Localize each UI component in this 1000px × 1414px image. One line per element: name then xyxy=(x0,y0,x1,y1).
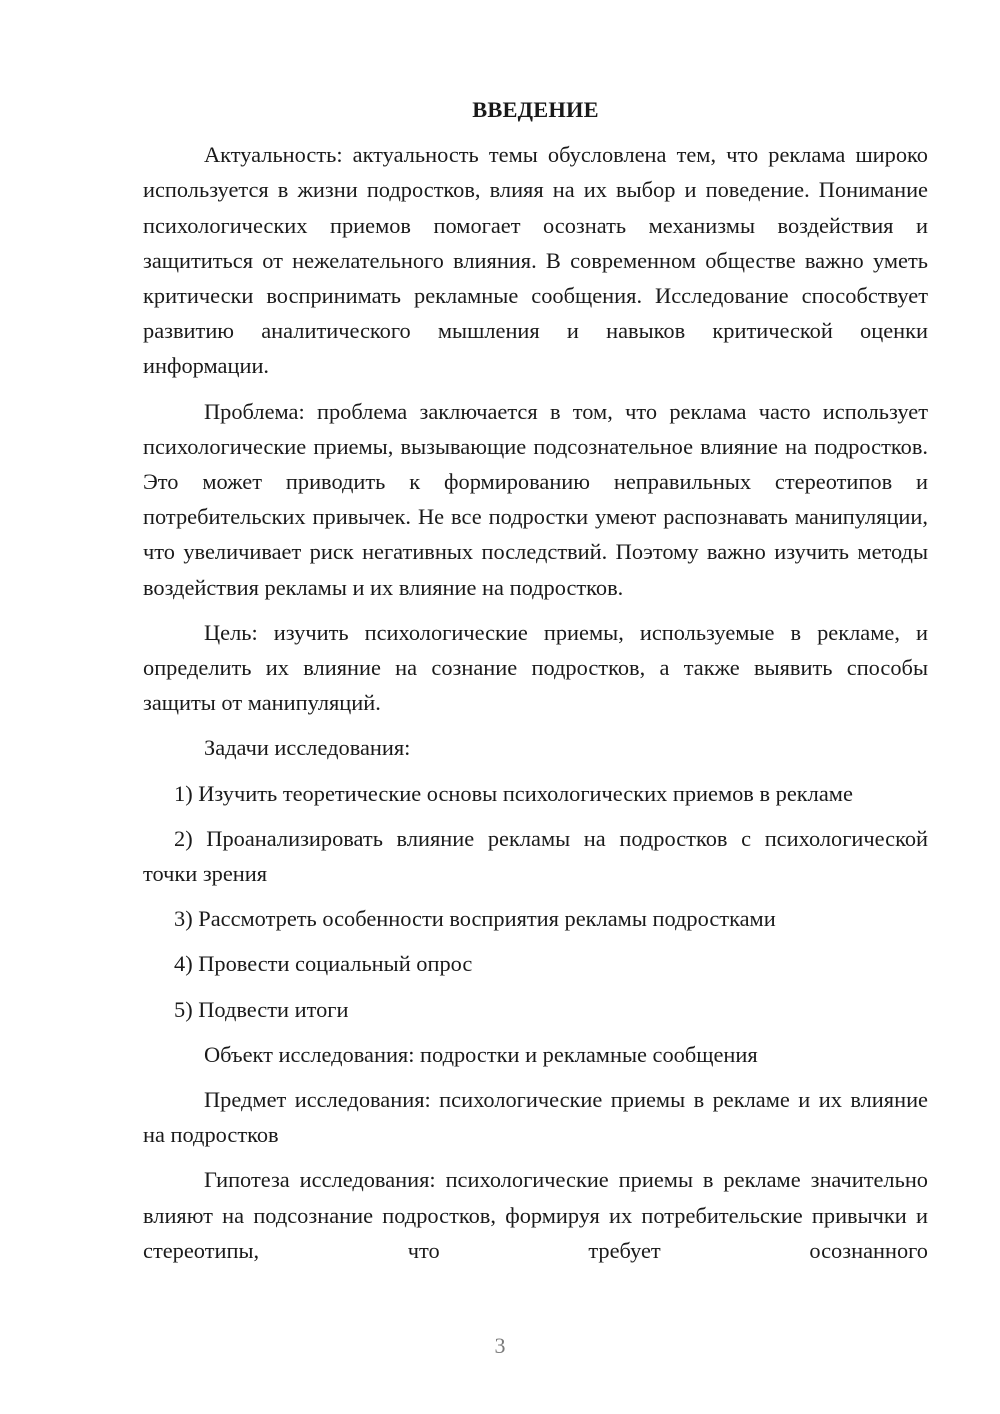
page-title: ВВЕДЕНИЕ xyxy=(472,97,599,122)
document-page xyxy=(143,92,928,1278)
task-list-item: 2) Проанализировать влияние рекламы на подростков с психологической точки зрения xyxy=(143,825,928,887)
paragraph-subject: Предмет исследования: психологические приемы в рекламе и их влияние на подростков xyxy=(143,1087,928,1148)
task-list-item: 5) Подвести итоги xyxy=(174,996,349,1022)
paragraph-relevance: Актуальность: актуальность темы обусловлена тем, что реклама широко используется в жизни подростков, влияя на их выбор и поведение. Понимание психологических приемов помогает осознать механизмы воздействия и защититься от нежелательного влияния. В современном обществе важно уметь критически воспринимать рекламные сообщения. Исследование способствует развитию аналитического мышления и навыков критической оценки информации. xyxy=(143,142,928,379)
paragraph-problem: Проблема: проблема заключается в том, что реклама часто использует психологические приемы, вызывающие подсознательное влияние на подростков. Это может приводить к формированию неправильных стереотипов и потребительских привычек. Не все подростки умеют распознавать манипуляции, что увеличивает риск негативных последствий. Поэтому важно изучить методы воздействия рекламы и их влияние на подростков. xyxy=(143,398,928,600)
task-list-item: 1) Изучить теоретические основы психологических приемов в рекламе xyxy=(174,780,853,806)
paragraph-hypothesis: Гипотеза исследования: психологические приемы в рекламе значительно влияют на подсознание подростков, формируя их потребительские привычки и стереотипы, что требует осознанного xyxy=(143,1167,928,1263)
paragraph-goal: Цель: изучить психологические приемы, используемые в рекламе, и определить их влияние на сознание подростков, а также выявить способы защиты от манипуляций. xyxy=(143,619,928,716)
task-list-item: 4) Провести социальный опрос xyxy=(174,951,473,977)
paragraph-tasks-heading: Задачи исследования: xyxy=(204,735,411,761)
paragraph-object: Объект исследования: подростки и рекламные сообщения xyxy=(204,1041,758,1067)
task-list-item: 3) Рассмотреть особенности восприятия рекламы подростками xyxy=(174,906,776,932)
page-number: 3 xyxy=(494,1333,506,1358)
